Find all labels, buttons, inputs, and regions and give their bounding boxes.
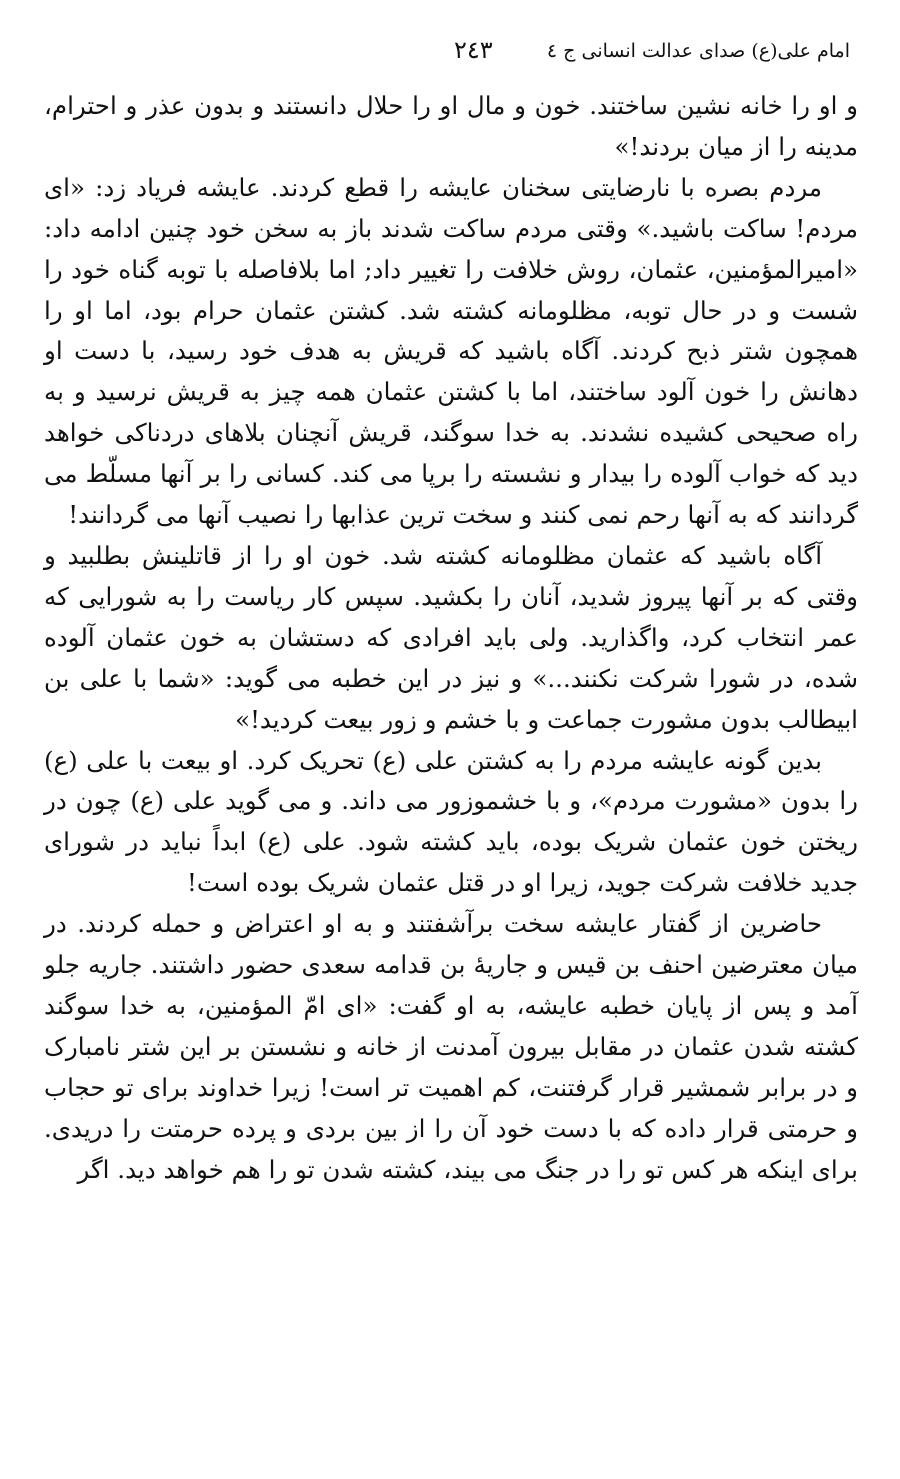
paragraph: و او را خانه نشین ساختند. خون و مال او را حلال دانستند و بدون عذر و احترام، مدینه را از میان بردند!» (44, 91, 858, 161)
page-header (44, 36, 858, 86)
body-text (44, 86, 858, 1190)
paragraph: حاضرین از گفتار عایشه سخت برآشفتند و به او اعتراض و حمله کردند. در میان معترضین احنف بن قیس و جاریهٔ بن قدامه سعدی حضور داشتند. جاریه جلو آمد و پس از پایان خطبه عایشه، به او گفت: «ای امّ المؤمنین، به خدا سوگند کشته شدن عثمان در مقابل بیرون آمدنت از خانه و نشستن بر این شتر نامبارک و در برابر شمشیر قرار گرفتنت، کم اهمیت تر است! زیرا خداوند برای تو حجاب و حرمتی قرار داده که با دست خود آن را از بین بردی و پرده حرمتت را دریدی. برای اینکه هر کس تو را در جنگ می بیند، کشته شدن تو را هم خواهد دید. اگر (44, 909, 858, 1184)
paragraph: آگاه باشید که عثمان مظلومانه کشته شد. خون او را از قاتلینش بطلبید و وقتی که بر آنها پیروز شدید، آنان را بکشید. سپس کار ریاست را به شورایی که عمر انتخاب کرد، واگذارید. ولی باید افرادی که دستشان به خون عثمان آلوده شده، در شورا شرکت نکنند...» و نیز در این خطبه می گوید: «شما با علی بن ابیطالب بدون مشورت جماعت و با خشم و زور بیعت کردید!» (44, 540, 858, 734)
running-title: امام علی(ع) صدای عدالت انسانی ج ٤ (546, 40, 850, 62)
page-number: ٢٤٣ (454, 36, 493, 64)
paragraph: مردم بصره با نارضایتی سخنان عایشه را قطع کردند. عایشه فریاد زد: «ای مردم! ساکت باشید.» وقتی مردم ساکت شدند باز به سخن خود چنین ادامه داد: «امیرالمؤمنین، عثمان، روش خلافت را تغییر داد; اما بلافاصله با توبه گناه خود را شست و در حال توبه، مظلومانه کشته شد. کشتن عثمان حرام بود، اما او را همچون شتر ذبح کردند. آگاه باشید که قریش به هدف خود رسید، با دست او دهانش را خون آلود ساختند، اما با کشتن عثمان همه چیز به قریش نرسید و به راه صحیحی کشیده نشدند. به خدا سوگند، قریش آنچنان بلاهای دردناکی خواهد دید که خواب آلوده را بیدار و نشسته را برپا می کند. کسانی را بر آنها مسلّط می گردانند که به آنها رحم نمی کنند و سخت ترین عذابها را نصیب آنها می گردانند! (44, 172, 858, 530)
paragraph: بدین گونه عایشه مردم را به کشتن علی (ع) تحریک کرد. او بیعت با علی (ع) را بدون «مشورت مردم»، و با خشموزور می داند. و می گوید علی (ع) چون در ریختن خون عثمان شریک بوده، باید کشته شود. علی (ع) ابداً نباید در شورای جدید خلافت شرکت جوید، زیرا او در قتل عثمان شریک بوده است! (44, 745, 858, 898)
